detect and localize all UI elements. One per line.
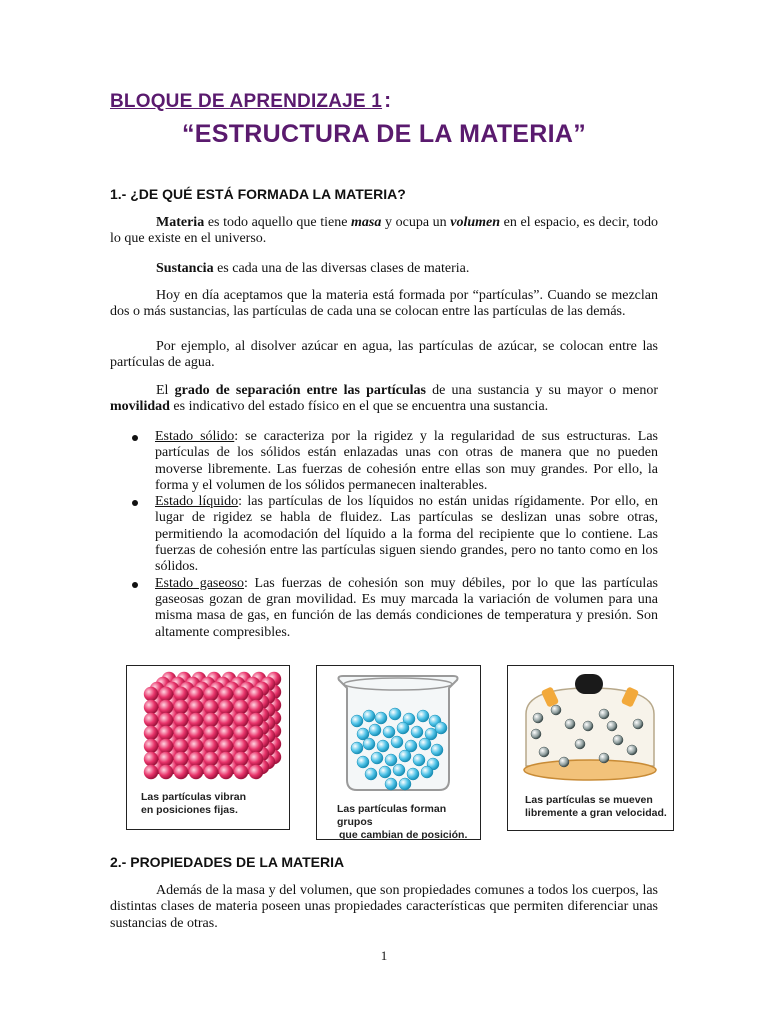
solid-particle — [189, 687, 203, 701]
term-materia: Materia — [156, 215, 205, 230]
solid-particle — [249, 700, 263, 714]
solid-particle — [249, 765, 263, 779]
term-sustancia: Sustancia — [156, 261, 214, 276]
solid-particle — [144, 726, 158, 740]
caption-line: que cambian de posición. — [339, 829, 468, 840]
paragraph-ejemplo — [110, 339, 658, 372]
gas-particle — [533, 713, 543, 723]
container-base — [524, 760, 656, 780]
liquid-particle — [411, 726, 423, 738]
paragraph-materia — [110, 215, 658, 248]
solid-particle — [204, 765, 218, 779]
figure-liquid — [316, 665, 481, 840]
liquid-particle — [377, 740, 389, 752]
text-segment: en el espacio, es decir, todo lo que existe en el universo. — [110, 215, 658, 247]
solid-particle — [159, 752, 173, 766]
gas-particle — [531, 729, 541, 739]
gas-particle — [575, 739, 585, 749]
liquid-particle — [417, 710, 429, 722]
solid-particle — [234, 739, 248, 753]
term-estado-gaseoso: Estado gaseoso — [155, 575, 245, 591]
figure-gas — [507, 665, 674, 831]
list-item-gas — [110, 576, 658, 641]
solid-particle — [144, 765, 158, 779]
block-label: BLOQUE DE APRENDIZAJE 1 — [110, 91, 383, 112]
list-item-solid — [110, 429, 658, 494]
term-volumen: volumen — [450, 215, 501, 230]
term-grado-separacion: grado de separación entre las partículas — [174, 383, 427, 398]
solid-particle — [159, 726, 173, 740]
solid-particle — [174, 765, 188, 779]
liquid-particle — [385, 754, 397, 766]
solid-particle — [204, 713, 218, 727]
liquid-particle — [363, 738, 375, 750]
section-heading-1: 1.- ¿DE QUÉ ESTÁ FORMADA LA MATERIA? — [110, 186, 406, 202]
liquid-particle — [389, 708, 401, 720]
text-segment: : se caracteriza por la rigidez y la regularidad de sus estructuras. Las partículas de los sólidos están enlazadas unas con otras de manera que no pueden moverse libremente. Las fuerzas de cohesión entre ellas son muy grandes. Por ello, la forma y el volumen de los sólidos permanecen inalterables. — [155, 429, 658, 493]
solid-particle — [219, 713, 233, 727]
caption-line: libremente a gran velocidad. — [525, 807, 667, 819]
solid-particle — [189, 726, 203, 740]
solid-particle — [189, 700, 203, 714]
liquid-particle — [351, 742, 363, 754]
term-movilidad: movilidad — [110, 399, 170, 415]
solid-particle — [219, 752, 233, 766]
solid-particle — [219, 687, 233, 701]
gas-particle — [583, 721, 593, 731]
solid-particle — [159, 713, 173, 727]
solid-particle — [174, 713, 188, 727]
text-segment: : Las fuerzas de cohesión son muy débiles, por lo que las partículas gaseosas gozan de gran movilidad. Es muy marcada la variación de volumen para una misma masa de gas, en función de las demás condiciones de temperatura y presión. Son altamente compresibles. — [155, 575, 658, 640]
solid-particle — [234, 765, 248, 779]
solid-particle — [204, 752, 218, 766]
solid-particle — [159, 687, 173, 701]
block-colon: : — [384, 89, 392, 112]
solid-particle — [249, 713, 263, 727]
solid-particle — [234, 726, 248, 740]
main-title: “ESTRUCTURA DE LA MATERIA” — [181, 120, 587, 148]
paragraph-particulas — [110, 288, 658, 321]
text-segment: : las partículas de los líquidos no están unidas rígidamente. Por ello, en lugar de rigidez se habla de fluidez. Las partículas se deslizan unas sobre otras, permitiendo la acomodación del líquido a la forma del recipiente que lo contiene. Las fuerzas de cohesión entre las partículas siguen siendo grandes, pero no tanto como en los sólidos. — [155, 494, 658, 575]
solid-particle — [189, 752, 203, 766]
solid-particle — [249, 739, 263, 753]
solid-particle — [189, 739, 203, 753]
solid-particle — [234, 700, 248, 714]
paragraph-propiedades — [110, 883, 658, 932]
bullet-icon — [132, 435, 138, 441]
solid-particle — [144, 713, 158, 727]
solid-particle — [204, 700, 218, 714]
solid-particle — [219, 739, 233, 753]
solid-particle — [159, 765, 173, 779]
text-segment: Por ejemplo, al disolver azúcar en agua, las partículas de azúcar, se colocan entre las partículas de agua. — [110, 339, 658, 371]
liquid-particle — [371, 752, 383, 764]
paragraph-separacion — [110, 383, 658, 416]
liquid-particle — [413, 754, 425, 766]
liquid-particle — [357, 756, 369, 768]
liquid-particle — [369, 724, 381, 736]
text-segment: es indicativo del estado físico en el que se encuentra una sustancia. — [169, 399, 549, 415]
solid-particle — [219, 700, 233, 714]
solid-particle — [189, 713, 203, 727]
solid-particle — [159, 700, 173, 714]
liquid-particle — [383, 726, 395, 738]
liquid-particle — [431, 744, 443, 756]
solid-particle — [174, 700, 188, 714]
text-segment: El — [156, 383, 175, 398]
solid-particle — [219, 765, 233, 779]
bullet-icon — [132, 500, 138, 506]
section-heading-2: 2.- PROPIEDADES DE LA MATERIA — [110, 854, 345, 870]
liquid-particle — [399, 778, 411, 790]
gas-particle — [551, 705, 561, 715]
liquid-particle — [393, 764, 405, 776]
liquid-particle — [421, 766, 433, 778]
liquid-particle — [435, 722, 447, 734]
solid-particle — [249, 687, 263, 701]
gas-particle — [607, 721, 617, 731]
gas-particle — [627, 745, 637, 755]
solid-particle — [159, 739, 173, 753]
solid-particle — [234, 752, 248, 766]
solid-particle — [144, 700, 158, 714]
term-estado-liquido: Estado líquido — [155, 494, 239, 510]
term-estado-solido: Estado sólido — [155, 429, 235, 444]
liquid-particle — [385, 778, 397, 790]
paragraph-sustancia — [110, 261, 658, 277]
states-list — [110, 429, 658, 641]
caption-line: en posiciones fijas. — [141, 804, 238, 816]
list-item-liquid — [110, 494, 658, 575]
gas-particle — [565, 719, 575, 729]
solid-particle — [174, 739, 188, 753]
gas-particle — [559, 757, 569, 767]
solid-particle — [204, 739, 218, 753]
caption-line: Las partículas vibran — [141, 791, 247, 803]
solid-particle — [234, 713, 248, 727]
text-segment: es cada una de las diversas clases de materia. — [213, 261, 470, 276]
caption-line: Las partículas forman grupos — [337, 803, 447, 828]
text-segment: Hoy en día aceptamos que la materia está formada por “partículas”. Cuando se mezclan dos o más sustancias, las partículas de cada una se colocan entre las partículas de las demás. — [110, 288, 658, 320]
figure-solid — [126, 665, 290, 830]
text-segment: es todo aquello que tiene — [204, 215, 352, 230]
solid-particle — [174, 726, 188, 740]
text-segment: de una sustancia y su mayor o menor — [426, 383, 658, 398]
gas-particle — [539, 747, 549, 757]
liquid-particle — [375, 712, 387, 724]
solid-caption — [141, 791, 246, 817]
liquid-particle — [407, 768, 419, 780]
gas-particle — [599, 753, 609, 763]
bullet-icon — [132, 582, 138, 588]
block-title — [110, 89, 391, 113]
solid-particle — [174, 687, 188, 701]
liquid-caption — [337, 803, 480, 840]
term-masa: masa — [351, 215, 382, 230]
solid-particle — [144, 739, 158, 753]
liquid-particle — [351, 715, 363, 727]
container-stopper — [575, 674, 603, 694]
gas-particle — [599, 709, 609, 719]
solid-particle — [204, 687, 218, 701]
liquid-particle — [419, 738, 431, 750]
liquid-particle — [391, 736, 403, 748]
solid-particle — [189, 765, 203, 779]
solid-particle — [249, 752, 263, 766]
liquid-particle — [397, 722, 409, 734]
gas-particle — [633, 719, 643, 729]
liquid-particle — [363, 710, 375, 722]
solid-particle — [249, 726, 263, 740]
solid-particle — [234, 687, 248, 701]
solid-particle — [219, 726, 233, 740]
solid-particle — [144, 752, 158, 766]
liquid-particle — [379, 766, 391, 778]
text-segment: y ocupa un — [381, 215, 451, 230]
gas-particle — [613, 735, 623, 745]
solid-particle — [144, 687, 158, 701]
liquid-particle — [365, 768, 377, 780]
page-number: 1 — [380, 948, 388, 963]
liquid-particle — [399, 750, 411, 762]
solid-particle — [174, 752, 188, 766]
caption-line: Las partículas se mueven — [525, 794, 653, 806]
gas-caption — [525, 794, 667, 820]
text-segment: Además de la masa y del volumen, que son propiedades comunes a todos los cuerpos, las distintas clases de materia poseen unas propiedades características que permiten diferenciar unas sustancias de otras. — [110, 883, 658, 931]
solid-particle — [204, 726, 218, 740]
